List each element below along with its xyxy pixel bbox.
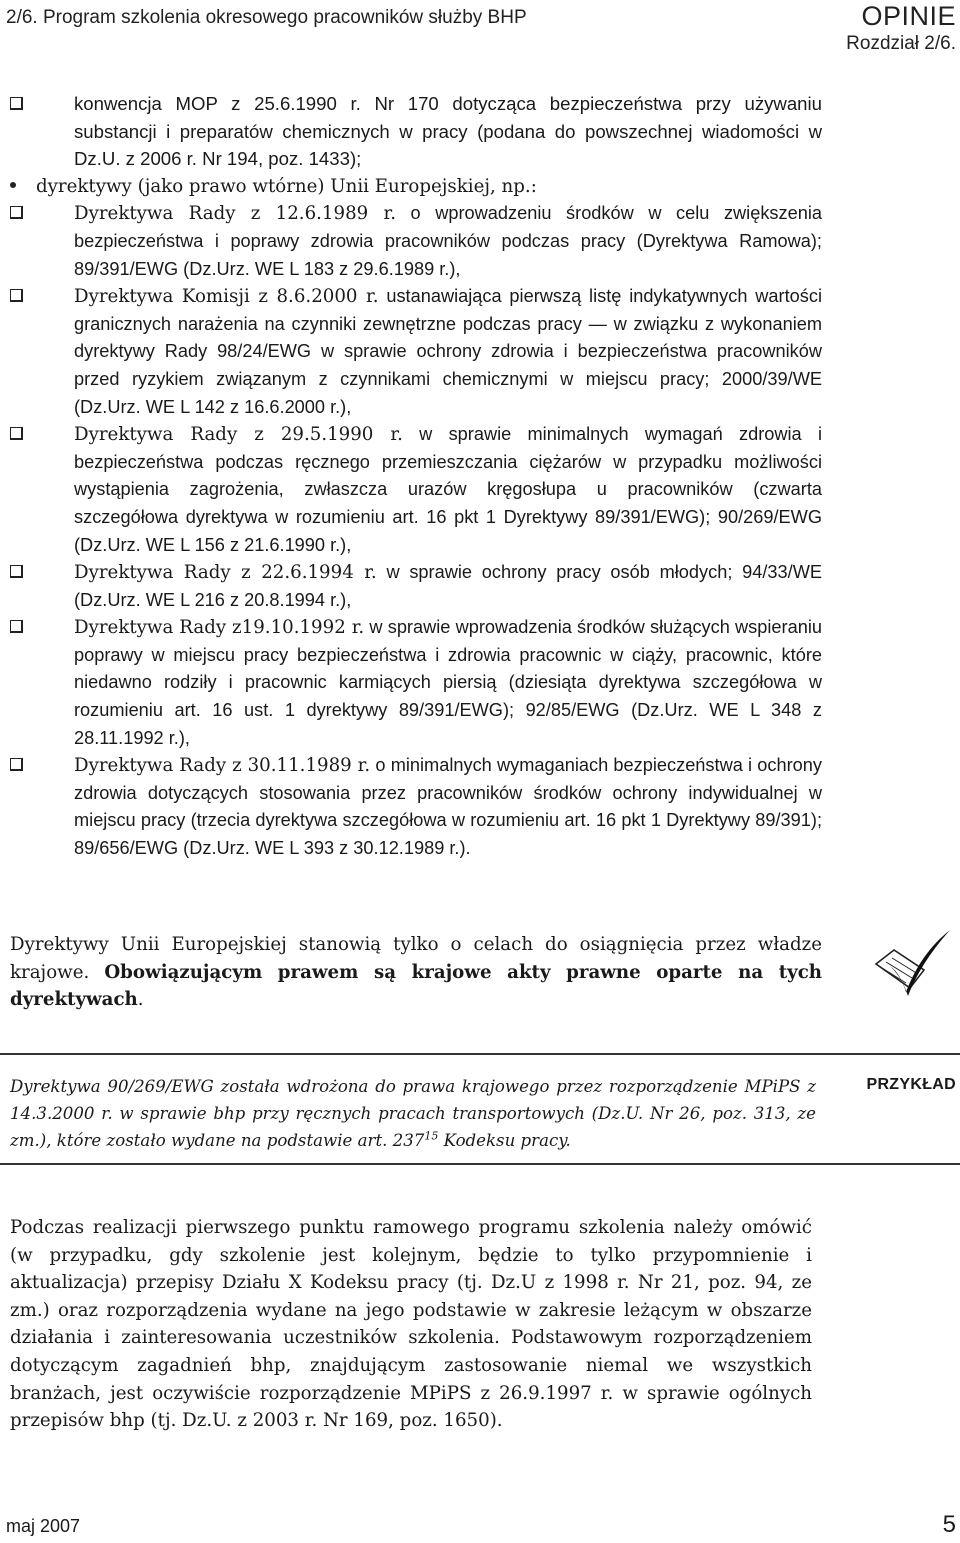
legal-list [10, 90, 822, 863]
list-item [10, 752, 822, 862]
example-divider-bottom [0, 1163, 960, 1165]
checkbox-icon [10, 200, 74, 228]
directive-text: w sprawie wprowadzenia środków służących wspieraniu poprawy w miejscu pracy bezpieczeństwa i zdrowia pracownic w ciąży, pracownic, które niedawno rodziły i pracownic karmiących piersią (dziesiąta dyrektywa szczegółowa w rozumieniu art. 16 ust. 1 dyrektywy 89/391/EWG); 92/85/EWG (Dz.Urz. WE L 348 z 28.11.1992 r.), [74, 617, 822, 748]
checkbox-icon [10, 283, 74, 311]
directive-text: w sprawie ochrony pracy osób młodych; 94/33/WE (Dz.Urz. WE L 216 z 20.8.1994 r.), [74, 562, 822, 610]
directive-name: Dyrektywa Rady z 29.5.1990 r. [74, 424, 403, 446]
example-label: PRZYKŁAD [866, 1076, 956, 1093]
section-title: 2/6. Program szkolenia okresowego pracowników służby BHP [6, 7, 527, 28]
example-note [10, 1073, 816, 1154]
list-item [10, 200, 822, 283]
summary-paragraph [10, 931, 822, 1014]
list-item [10, 173, 822, 201]
bullet-text: dyrektywy (jako prawo wtórne) Unii Europejskiej, np.: [36, 175, 537, 197]
checkbox-icon [10, 614, 74, 642]
bullet-dot-icon [10, 173, 36, 201]
directive-text: o minimalnych wymaganiach bezpieczeństwa i ochrony zdrowia dotyczących stosowania przez pracowników środków ochrony indywidualnej w miejscu pracy (trzecia dyrektywa szczegółowa w rozumieniu art. 16 pkt 1 Dyrektywy 89/391); 89/656/EWG (Dz.Urz. WE L 393 z 30.12.1989 r.). [74, 755, 822, 859]
page-header [0, 0, 960, 62]
page-number: 5 [942, 1511, 956, 1538]
summary-emphasis: Obowiązującym prawem są krajowe akty prawne oparte na tych dyrektywach [10, 961, 823, 1011]
list-item [10, 559, 822, 614]
body-paragraph: Podczas realizacji pierwszego punktu ramowego programu szkolenia należy omówić (w przypadku, gdy szkolenie jest kolejnym, będzie to tylko przypomnienie i aktualizacja) przepisy Działu X Kodeksu pracy (tj. Dz.U z 1998 r. Nr 21, poz. 94, ze zm.) oraz rozporządzenia wydane na jego podstawie w zakresie leżącym w obszarze działania i zainteresowania uczestników szkolenia. Podstawowym rozporządzeniem dotyczącym zagadnień bhp, znajdującym zastosowanie niemal we wszystkich branżach, jest oczywiście rozporządzenie MPiPS z 26.9.1997 r. w sprawie ogólnych przepisów bhp (tj. Dz.U. z 2003 r. Nr 169, poz. 1650). [10, 1217, 812, 1432]
directive-name: Dyrektywa Rady z 22.6.1994 r. [74, 562, 377, 584]
directive-name: Dyrektywa Rady z 12.6.1989 r. [74, 203, 396, 225]
convention-text: konwencja MOP z 25.6.1990 r. Nr 170 dotycząca bezpieczeństwa przy używaniu substancji i preparatów chemicznych w pracy (podana do powszechnej wiadomości w Dz.U. z 2006 r. Nr 194, poz. 1433); [74, 93, 822, 170]
list-item [10, 283, 822, 421]
directive-text: ustanawiająca pierwszą listę indykatywnych wartości granicznych narażenia na czynniki zewnętrzne podczas pracy — w związku z wykonaniem dyrektywy Rady 98/24/EWG w sprawie ochrony zdrowia i bezpieczeństwa pracowników przed ryzykiem związanym z czynnikami chemicznymi w miejscu pracy; 2000/39/WE (Dz.Urz. WE L 142 z 16.6.2000 r.), [74, 286, 823, 417]
checkmark-paper-icon [872, 926, 952, 1000]
list-item [10, 90, 822, 173]
directive-text: w sprawie minimalnych wymagań zdrowia i bezpieczeństwa podczas ręcznego przemieszczania ciężarów w przypadku możliwości wystąpienia zagrożenia, zwłaszcza urazów kręgosłupa u pracowników (czwarta szczegółowa dyrektywa w rozumieniu art. 16 pkt 1 Dyrektywy 89/391/EWG); 90/269/EWG (Dz.Urz. WE L 156 z 21.6.1990 r.), [74, 424, 822, 555]
example-text-end: Kodeksu pracy. [438, 1131, 571, 1150]
footer-date: maj 2007 [6, 1516, 81, 1536]
checkbox-icon [10, 421, 74, 449]
checkbox-icon [10, 752, 74, 780]
checkbox-icon [10, 90, 74, 118]
list-item [10, 421, 822, 559]
example-text: Dyrektywa 90/269/EWG została wdrożona do prawa krajowego przez rozporządzenie MPiPS z 14.3.2000 r. w sprawie bhp przy ręcznych pracach transportowych (Dz.U. Nr 26, poz. 313, ze zm.), które zostało wydane na podstawie art. 237 [10, 1077, 816, 1150]
example-divider-top [0, 1053, 960, 1055]
example-superscript: 15 [424, 1129, 439, 1143]
directive-name: Dyrektywa Rady z 30.11.1989 r. [74, 755, 371, 777]
checkbox-icon [10, 559, 74, 587]
directive-text: o wprowadzeniu środków w celu zwiększenia bezpieczeństwa i poprawy zdrowia pracowników podczas pracy (Dyrektywa Ramowa); 89/391/EWG (Dz.Urz. WE L 183 z 29.6.1989 r.), [74, 203, 822, 279]
summary-text: Dyrektywy Unii Europejskiej stanowią tylko o celach do osiągnięcia przez władze krajowe. [10, 934, 822, 983]
summary-end: . [137, 989, 144, 1011]
list-item [10, 614, 822, 752]
directive-name: Dyrektywa Rady z19.10.1992 r. [74, 617, 365, 639]
chapter-label: Rozdział 2/6. [846, 33, 956, 54]
brand-logo: OPINIE [861, 1, 956, 31]
directive-name: Dyrektywa Komisji z 8.6.2000 r. [74, 286, 379, 308]
